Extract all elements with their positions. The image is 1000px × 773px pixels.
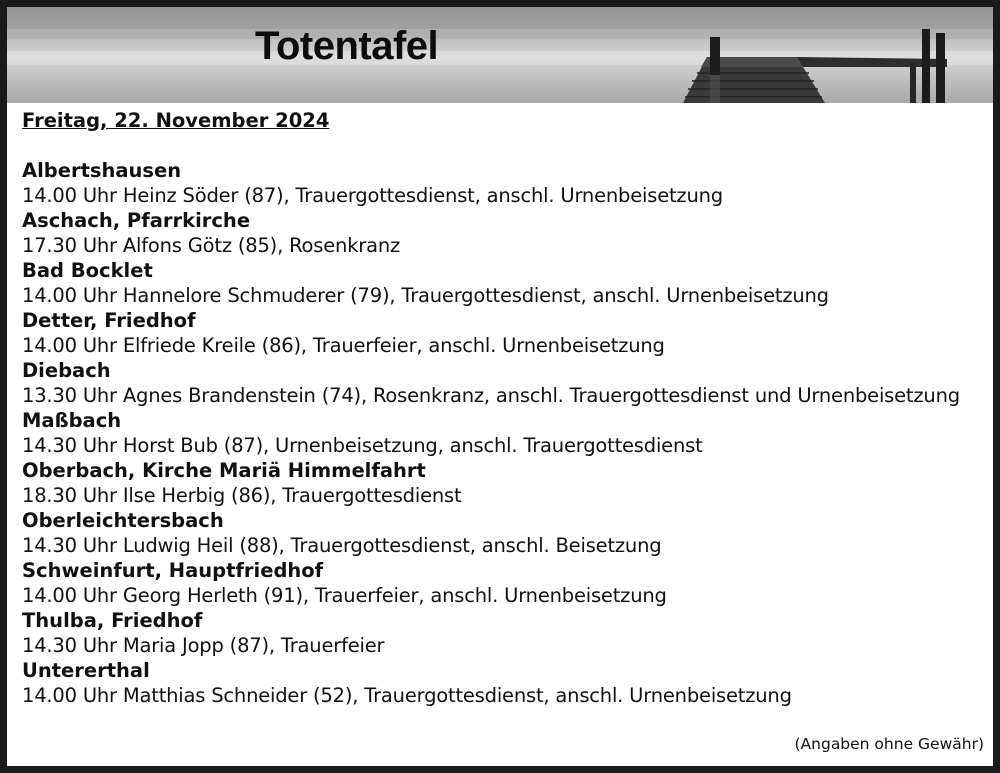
service-detail: 18.30 Uhr Ilse Herbig (86), Trauergottesdienst [22,484,462,507]
place-heading: Albertshausen [22,159,182,182]
service-detail: 14.00 Uhr Hannelore Schmuderer (79), Trauergottesdienst, anschl. Urnenbeisetzung [22,284,829,307]
service-detail: 14.00 Uhr Matthias Schneider (52), Trauergottesdienst, anschl. Urnenbeisetzung [22,684,792,707]
service-detail: 14.30 Uhr Maria Jopp (87), Trauerfeier [22,634,385,657]
place-heading: Maßbach [22,409,122,432]
header-banner [7,7,993,103]
place-heading: Aschach, Pfarrkirche [22,209,251,232]
list-item [22,558,982,608]
service-detail: 13.30 Uhr Agnes Brandenstein (74), Rosenkranz, anschl. Trauergottesdienst und Urnenbeisetzung [22,384,960,407]
service-detail: 14.00 Uhr Georg Herleth (91), Trauerfeier, anschl. Urnenbeisetzung [22,584,667,607]
list-item [22,358,982,408]
service-detail: 14.30 Uhr Ludwig Heil (88), Trauergottesdienst, anschl. Beisetzung [22,534,662,557]
place-heading: Thulba, Friedhof [22,609,203,632]
list-item [22,658,982,708]
list-item [22,208,982,258]
list-item [22,608,982,658]
list-item [22,408,982,458]
date-heading: Freitag, 22. November 2024 [22,109,330,132]
list-item [22,308,982,358]
jetty-lake-image [7,7,993,103]
disclaimer: (Angaben ohne Gewähr) [794,735,984,753]
notice-content [22,108,982,708]
service-detail: 17.30 Uhr Alfons Götz (85), Rosenkranz [22,234,401,257]
place-heading: Detter, Friedhof [22,309,196,332]
page-title: Totentafel [255,24,439,68]
list-item [22,508,982,558]
service-detail: 14.00 Uhr Elfriede Kreile (86), Trauerfeier, anschl. Urnenbeisetzung [22,334,665,357]
service-detail: 14.00 Uhr Heinz Söder (87), Trauergottesdienst, anschl. Urnenbeisetzung [22,184,723,207]
list-item [22,258,982,308]
place-heading: Oberbach, Kirche Mariä Himmelfahrt [22,459,426,482]
place-heading: Diebach [22,359,111,382]
list-item [22,458,982,508]
place-heading: Untererthal [22,659,150,682]
service-detail: 14.30 Uhr Horst Bub (87), Urnenbeisetzung, anschl. Trauergottesdienst [22,434,703,457]
place-heading: Schweinfurt, Hauptfriedhof [22,559,324,582]
place-heading: Bad Bocklet [22,259,153,282]
place-heading: Oberleichtersbach [22,509,224,532]
list-item [22,158,982,208]
